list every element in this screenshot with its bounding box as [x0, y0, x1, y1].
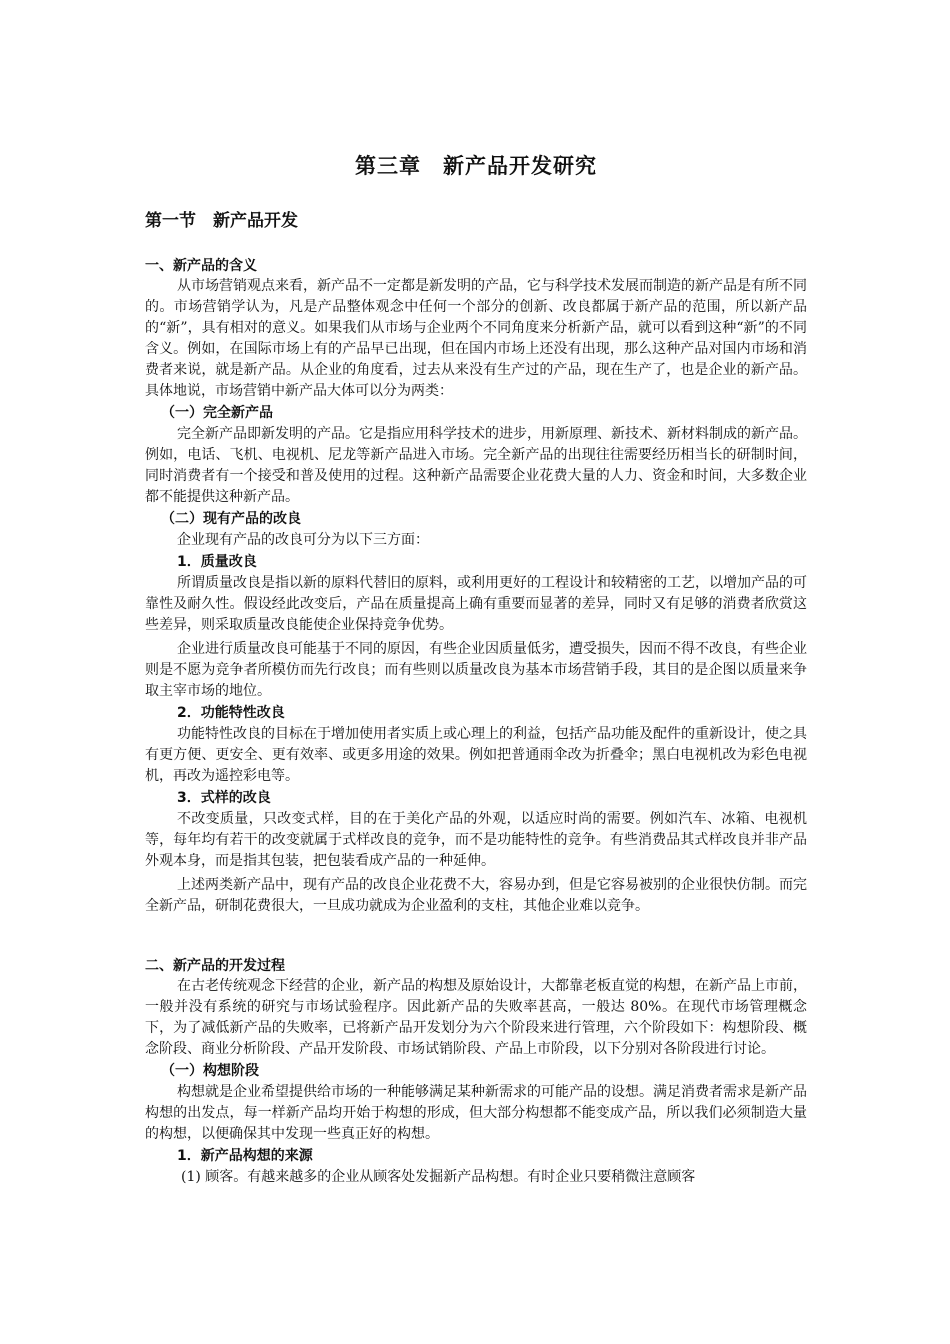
heading-function: 2．功能特性改良: [177, 705, 285, 721]
document-page: [145, 150, 807, 1188]
paragraph-style: 不改变质量，只改变式样，目的在于美化产品的外观，以适应时尚的需要。例如汽车、冰箱、电视机等，每年均有若干的改变就属于式样改良的竞争，而不是功能特性的竞争。有些消费品其式样改良并非产品外观本身，而是指其包装，把包装看成产品的一种延伸。: [145, 811, 807, 869]
heading-improvement: （二）现有产品的改良: [161, 511, 301, 527]
heading-idea-sources: 1．新产品构想的来源: [177, 1148, 313, 1164]
heading-quality: 1．质量改良: [177, 554, 257, 570]
section-title: 第一节 新产品开发: [145, 211, 298, 231]
heading-idea-stage: （一）构想阶段: [161, 1063, 259, 1079]
paragraph-idea-stage: 构想就是企业希望提供给市场的一种能够满足某种新需求的可能产品的设想。满足消费者需求是新产品构想的出发点，每一样新产品均开始于构想的形成，但大部分构想都不能变成产品，所以我们必须制造大量的构想，以便确保其中发现一些真正好的构想。: [145, 1084, 807, 1142]
paragraph-improvement: 企业现有产品的改良可分为以下三方面：: [177, 532, 429, 548]
chapter-title: 第三章 新产品开发研究: [355, 154, 597, 178]
paragraph-summary: 上述两类新产品中，现有产品的改良企业花费不大，容易办到，但是它容易被别的企业很快仿制。而完全新产品，研制花费很大，一旦成功就成为企业盈利的支柱，其他企业难以竞争。: [145, 877, 807, 914]
paragraph-meaning-intro: 从市场营销观点来看，新产品不一定都是新发明的产品，它与科学技术发展而制造的新产品是有所不同的。市场营销学认为，凡是产品整体观念中任何一个部分的创新、改良都属于新产品的范围，所以新产品的“新”，具有相对的意义。如果我们从市场与企业两个不同角度来分析新产品，就可以看到这种“新”的不同含义。例如，在国际市场上有的产品早已出现，但在国内市场上还没有出现，那么这种产品对国内市场和消费者来说，就是新产品。从企业的角度看，过去从来没有生产过的产品，现在生产了，也是企业的新产品。具体地说，市场营销中新产品大体可以分为两类：: [145, 278, 807, 399]
paragraph-development-intro: 在古老传统观念下经营的企业，新产品的构想及原始设计，大都靠老板直觉的构想，在新产品上市前，一般并没有系统的研究与市场试验程序。因此新产品的失败率甚高，一般达 80%。在现代市场管理概念下，为了减低新产品的失败率，已将新产品开发划分为六个阶段来进行管理，六个阶段如下：构想阶段、概念阶段、商业分析阶段、产品开发阶段、市场试销阶段、产品上市阶段，以下分别对各阶段进行讨论。: [145, 978, 807, 1057]
paragraph-quality-2: 企业进行质量改良可能基于不同的原因，有些企业因质量低劣，遭受损失，因而不得不改良，有些企业则是不愿为竞争者所模仿而先行改良；而有些则以质量改良为基本市场营销手段，其目的是企图以质量来争取主宰市场的地位。: [145, 641, 807, 699]
heading-meaning: 一、新产品的含义: [145, 258, 257, 274]
paragraph-quality-1: 所谓质量改良是指以新的原料代替旧的原料，或利用更好的工程设计和较精密的工艺，以增加产品的可靠性及耐久性。假设经此改变后，产品在质量提高上确有重要而显著的差异，同时又有足够的消费者欣赏这些差异，则采取质量改良能使企业保持竞争优势。: [145, 575, 807, 633]
heading-development-process: 二、新产品的开发过程: [145, 958, 285, 974]
heading-completely-new: （一）完全新产品: [161, 405, 273, 421]
heading-style: 3．式样的改良: [177, 790, 271, 806]
paragraph-completely-new: 完全新产品即新发明的产品。它是指应用科学技术的进步，用新原理、新技术、新材料制成的新产品。例如，电话、飞机、电视机、尼龙等新产品进入市场。完全新产品的出现往往需要经历相当长的研制时间，同时消费者有一个接受和普及使用的过程。这种新产品需要企业花费大量的人力、资金和时间，大多数企业都不能提供这种新产品。: [145, 426, 807, 505]
list-item-customers: (1) 顾客。有越来越多的企业从顾客处发掘新产品构想。有时企业只要稍微注意顾客: [181, 1169, 696, 1185]
paragraph-function: 功能特性改良的目标在于增加使用者实质上或心理上的利益，包括产品功能及配件的重新设计，使之具有更方便、更安全、更有效率、或更多用途的效果。例如把普通雨伞改为折叠伞；黑白电视机改为彩色电视机，再改为遥控彩电等。: [145, 726, 807, 784]
